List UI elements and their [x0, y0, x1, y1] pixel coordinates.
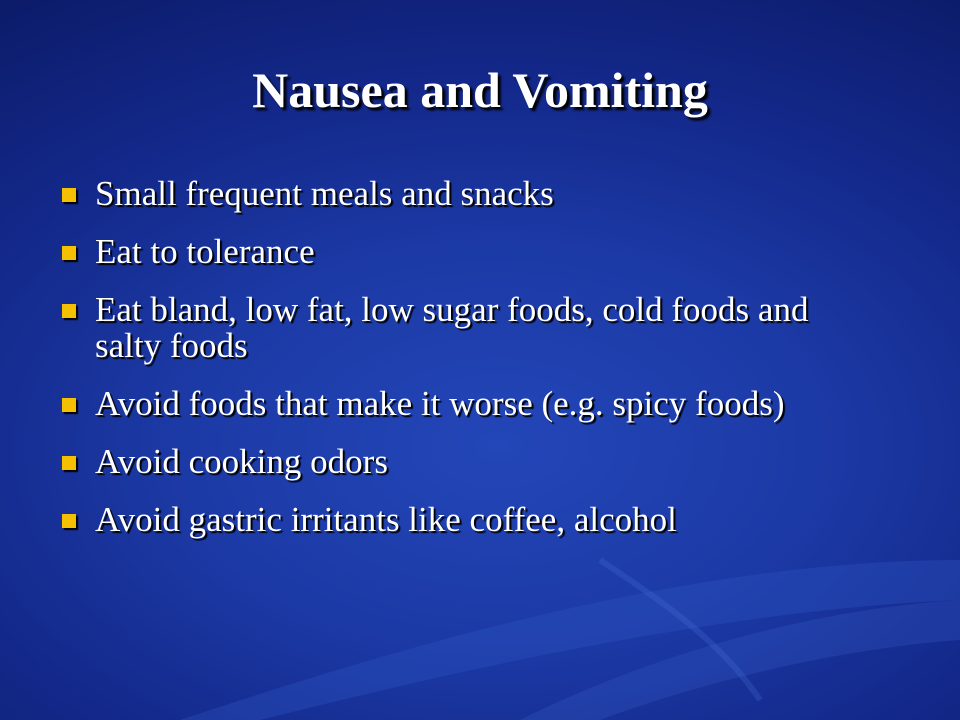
bullet-item — [62, 386, 862, 422]
slide-title: Nausea and Vomiting — [252, 62, 708, 118]
square-bullet-icon — [62, 456, 76, 470]
square-bullet-icon — [62, 514, 76, 528]
bullet-item — [62, 292, 862, 364]
bullet-text: Avoid foods that make it worse (e.g. spicy foods) — [95, 384, 785, 423]
bullet-text: Avoid gastric irritants like coffee, alcohol — [95, 500, 677, 539]
bullet-text: Eat bland, low fat, low sugar foods, cold foods and salty foods — [95, 290, 809, 365]
square-bullet-icon — [62, 188, 76, 202]
bullet-text: Eat to tolerance — [95, 232, 315, 271]
bullet-text: Avoid cooking odors — [95, 442, 388, 481]
bullet-item — [62, 234, 862, 270]
bullet-text: Small frequent meals and snacks — [95, 174, 554, 213]
bullet-item — [62, 444, 862, 480]
bullet-list — [62, 176, 862, 560]
square-bullet-icon — [62, 398, 76, 412]
square-bullet-icon — [62, 246, 76, 260]
bullet-item — [62, 502, 862, 538]
square-bullet-icon — [62, 304, 76, 318]
bullet-item — [62, 176, 862, 212]
